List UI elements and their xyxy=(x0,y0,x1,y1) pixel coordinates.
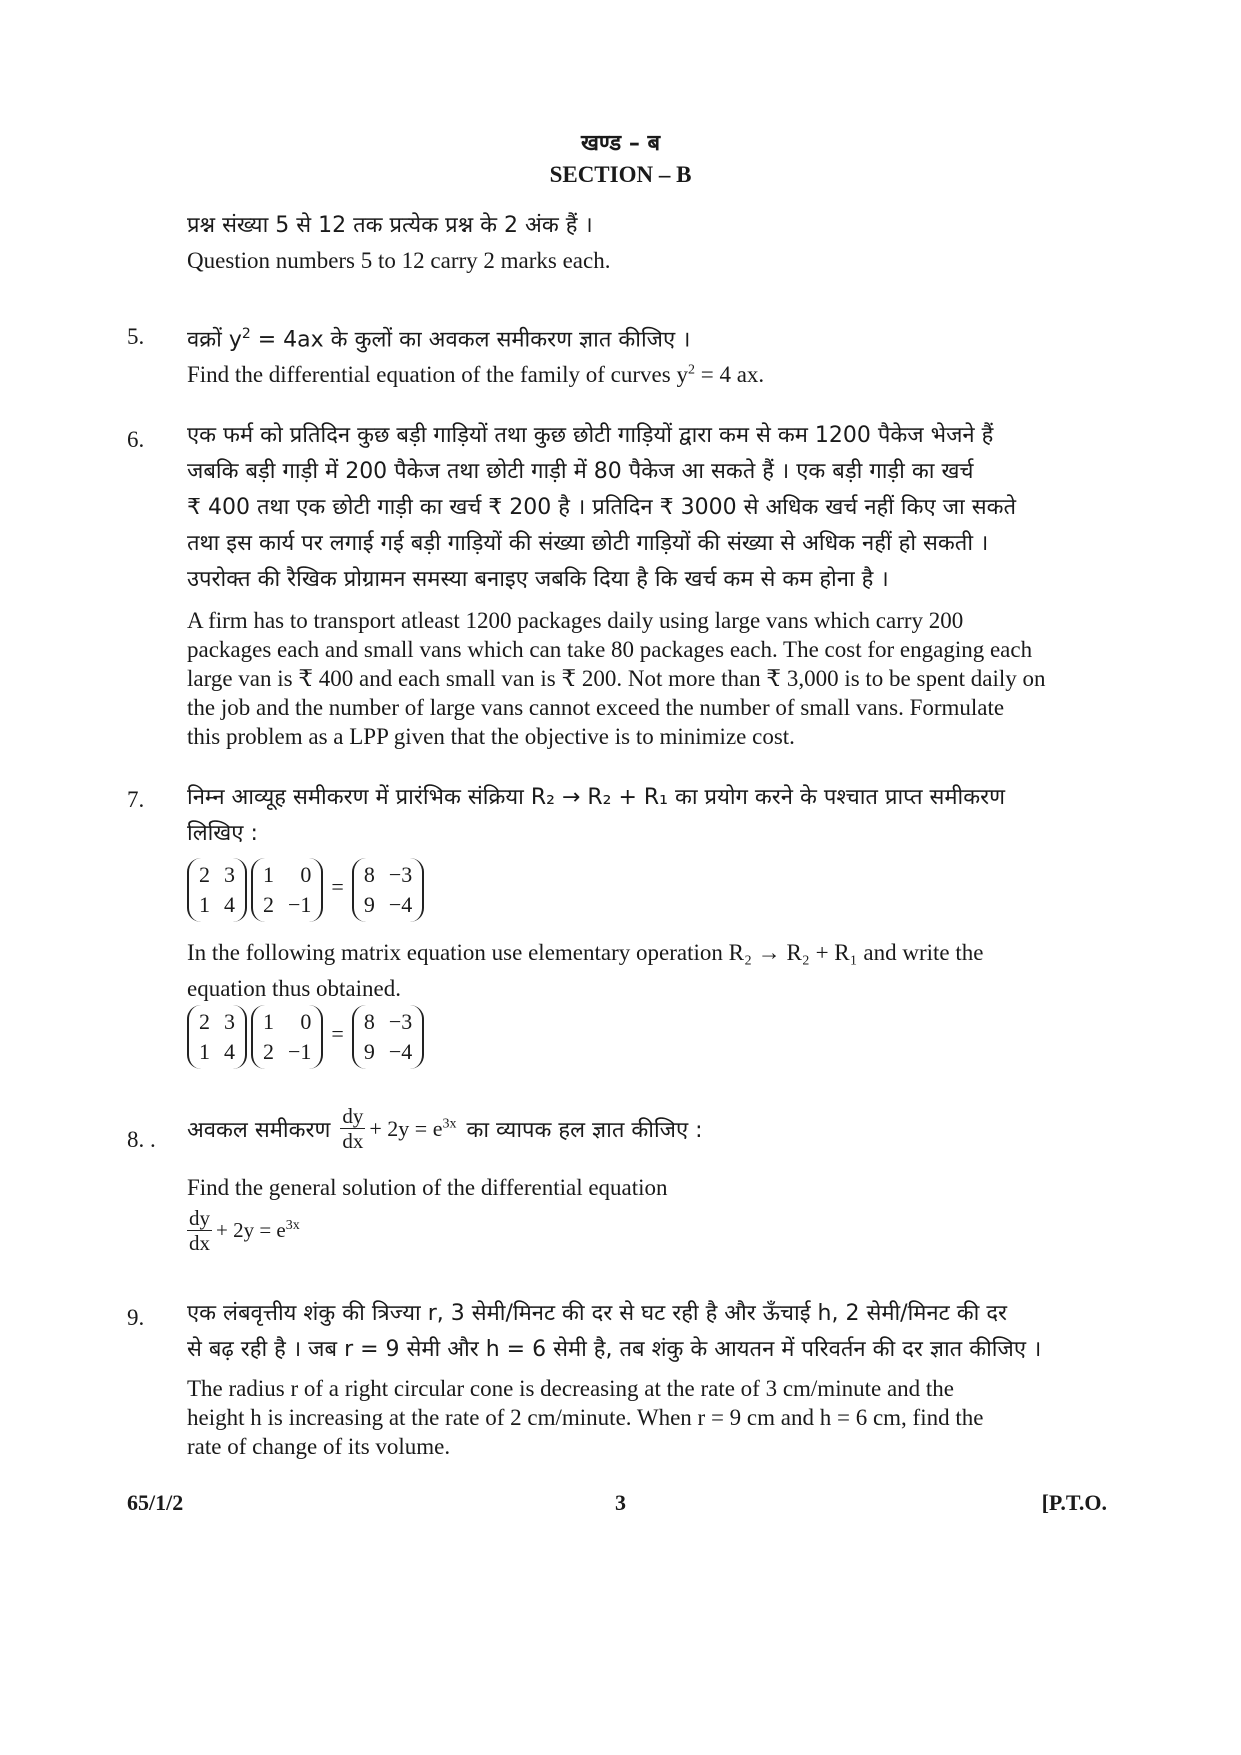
q6-number: 6. xyxy=(127,427,145,452)
q5-number: 5. xyxy=(127,324,145,349)
q5-english: Find the differential equation of the family of curves $y^2 = 4$ ax. xyxy=(187,362,765,387)
q6-hindi-line: उपरोक्त की रैखिक प्रोग्रामन समस्या बनाइए जबकि दिया है कि खर्च कम से कम होना है । xyxy=(187,567,889,592)
q9-english-line: rate of change of its volume. xyxy=(187,1434,451,1459)
q7-english-line: equation thus obtained. xyxy=(187,976,401,1001)
q6-hindi-line: जबकि बड़ी गाड़ी में 200 पैकेज तथा छोटी गाड़ी में 80 पैकेज आ सकते हैं । एक बड़ी गाड़ी का खर्च xyxy=(187,459,974,484)
q6-english xyxy=(187,606,1067,751)
q6-english-line: packages each and small vans which can take 80 packages each. The cost for engaging each xyxy=(187,637,1033,662)
q9-english xyxy=(187,1374,1067,1461)
q7-english xyxy=(187,935,1067,1007)
q9-english-line: height h is increasing at the rate of 2 cm/minute. When r = 9 cm and h = 6 cm, find the xyxy=(187,1405,984,1430)
matrix-c: 8 −3 9 −4 xyxy=(352,858,424,922)
q9-hindi-line: से बढ़ रही है । जब r = 9 सेमी और h = 6 सेमी है, तब शंकु के आयतन में परिवर्तन की दर ज्ञात कीजिए । xyxy=(187,1337,1042,1362)
q7-matrix-equation-english: 2 3 1 4 1 0 2 −1 = 8 −3 9 −4 xyxy=(187,1005,1067,1069)
section-title-english: SECTION – B xyxy=(549,162,692,187)
derivative-fraction: $\frac{dy}{dx}$ xyxy=(342,1104,364,1153)
instruction-english: Question numbers 5 to 12 carry 2 marks each. xyxy=(187,248,611,273)
matrix-b: 1 0 2 −1 xyxy=(251,1005,323,1069)
matrix-c: 8 −3 9 −4 xyxy=(352,1005,424,1069)
q5-hindi: वक्रों $y^2 = 4ax$ के कुलों का अवकल समीकरण ज्ञात कीजिए । xyxy=(187,326,691,353)
q6-english-line: the job and the number of large vans cannot exceed the number of small vans. Formulate xyxy=(187,695,1005,720)
q6-english-line: A firm has to transport atleast 1200 packages daily using large vans which carry 200 xyxy=(187,608,964,633)
q8-number: 8. . xyxy=(127,1127,156,1152)
q9-english-line: The radius r of a right circular cone is decreasing at the rate of 3 cm/minute and the xyxy=(187,1376,954,1401)
q7-matrix-equation-hindi: 2 3 1 4 1 0 2 −1 = 8 −3 9 −4 xyxy=(187,858,1067,922)
q8-english: Find the general solution of the differential equation xyxy=(187,1175,668,1200)
q7-hindi xyxy=(187,780,1067,852)
q7-number: 7. xyxy=(127,787,145,812)
q8-hindi: अवकल समीकरण $\frac{dy}{dx}$ + $2y = e^{3x}$ का व्यापक हल ज्ञात कीजिए : xyxy=(187,1104,703,1153)
q7-hindi-line: लिखिए : xyxy=(187,821,258,846)
q6-hindi xyxy=(187,418,1067,598)
q7-hindi-line: निम्न आव्यूह समीकरण में प्रारंभिक संक्रिया R₂ → R₂ + R₁ का प्रयोग करने के पश्चात प्राप्त समीकरण xyxy=(187,785,1005,810)
q7-english-line: In the following matrix equation use elementary operation R₂ → R₂ + R₁ and write the xyxy=(187,940,984,965)
q9-number: 9. xyxy=(127,1305,145,1330)
matrix-b: 1 0 2 −1 xyxy=(251,858,323,922)
q6-hindi-line: तथा इस कार्य पर लगाई गई बड़ी गाड़ियों की संख्या छोटी गाड़ियों की संख्या से अधिक नहीं हो सकती । xyxy=(187,531,989,556)
q6-english-line: large van is ₹ 400 and each small van is ₹ 200. Not more than ₹ 3,000 is to be spent daily on xyxy=(187,666,1046,691)
derivative-fraction: $\frac{dy}{dx}$ xyxy=(189,1206,210,1255)
paper-code: 65/1/2 xyxy=(127,1490,184,1515)
matrix-a: 2 3 1 4 xyxy=(187,1005,247,1069)
section-title-hindi: खण्ड – ब xyxy=(580,131,661,156)
q9-hindi-line: एक लंबवृत्तीय शंकु की त्रिज्या r, 3 सेमी/मिनट की दर से घट रही है और ऊँचाई h, 2 सेमी/मिनट की दर xyxy=(187,1301,1007,1326)
matrix-a: 2 3 1 4 xyxy=(187,858,247,922)
q6-hindi-line: ₹ 400 तथा एक छोटी गाड़ी का खर्च ₹ 200 है । प्रतिदिन ₹ 3000 से अधिक खर्च नहीं किए जा सकते xyxy=(187,495,1017,520)
instruction-hindi: प्रश्न संख्या 5 से 12 तक प्रत्येक प्रश्न के 2 अंक हैं । xyxy=(187,213,593,238)
pto-label: [P.T.O. xyxy=(1041,1490,1107,1515)
q6-english-line: this problem as a LPP given that the objective is to minimize cost. xyxy=(187,724,795,749)
q6-hindi-line: एक फर्म को प्रतिदिन कुछ बड़ी गाड़ियों तथा कुछ छोटी गाड़ियों द्वारा कम से कम 1200 पैकेज भेजने हैं xyxy=(187,423,994,448)
q9-hindi xyxy=(187,1296,1067,1368)
q8-equation: $\frac{dy}{dx}$ + $2y = e^{3x}$ xyxy=(189,1206,300,1255)
page-number: 3 xyxy=(615,1490,626,1515)
